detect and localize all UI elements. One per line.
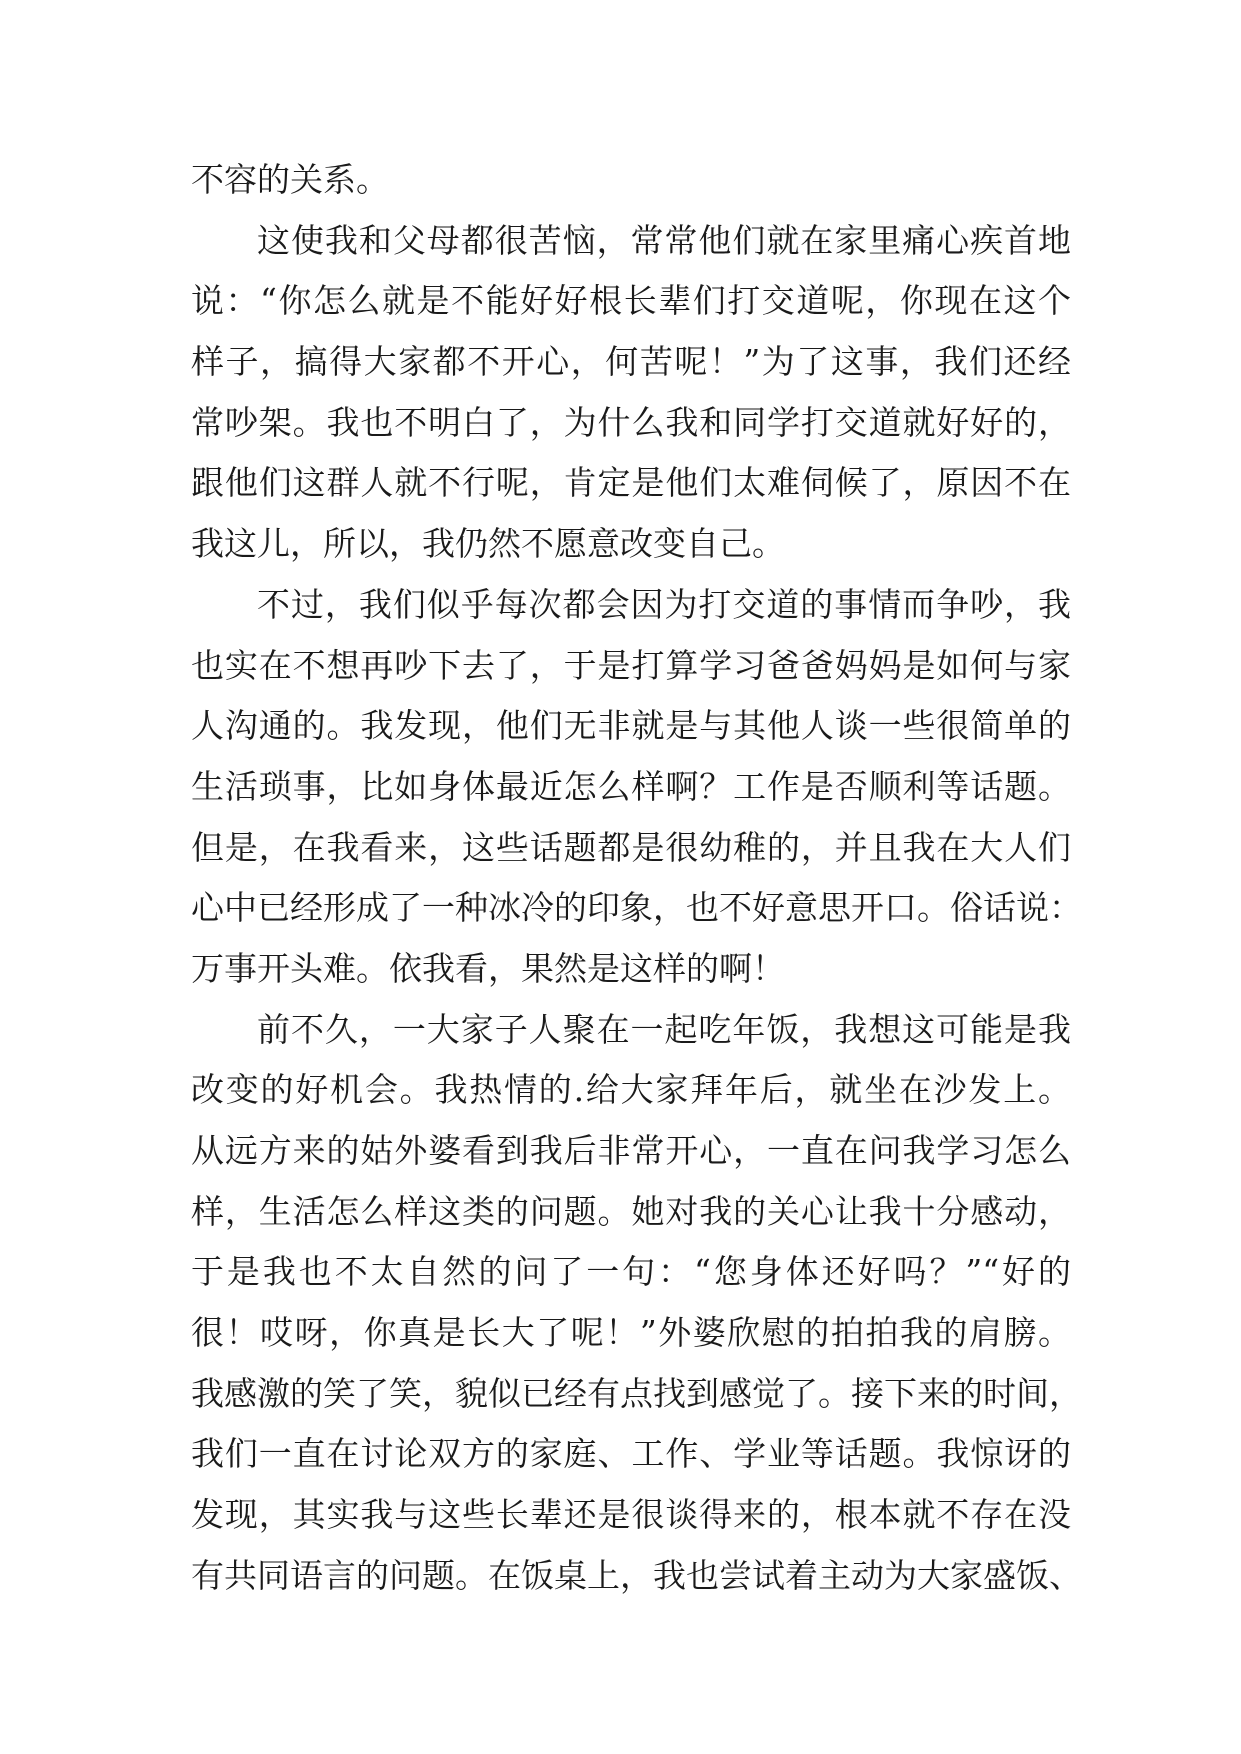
text-line: 也实在不想再吵下去了，于是打算学习爸爸妈妈是如何与家 — [191, 645, 1071, 685]
paragraph-first-line: 这使我和父母都很苦恼，常常他们就在家里痛心疾首地 — [257, 220, 1071, 260]
body-text — [191, 150, 1082, 1607]
text-line: 我感激的笑了笑，貌似已经有点找到感觉了。接下来的时间， — [191, 1373, 1082, 1413]
text-line: 跟他们这群人就不行呢，肯定是他们太难伺候了，原因不在 — [191, 463, 1071, 503]
text-line: 常吵架。我也不明白了，为什么我和同学打交道就好好的， — [191, 402, 1071, 442]
text-line: 改变的好机会。我热情的.给大家拜年后，就坐在沙发上。 — [191, 1070, 1071, 1110]
text-line: 有共同语言的问题。在饭桌上，我也尝试着主动为大家盛饭、 — [191, 1555, 1082, 1595]
text-line: 发现，其实我与这些长辈还是很谈得来的，根本就不存在没 — [191, 1495, 1071, 1535]
text-line: 万事开头难。依我看，果然是这样的啊！ — [191, 948, 785, 988]
text-line: 我们一直在讨论双方的家庭、工作、学业等话题。我惊讶的 — [191, 1434, 1071, 1474]
text-line: 心中已经形成了一种冰冷的印象，也不好意思开口。俗话说： — [191, 888, 1082, 928]
text-line: 说：“你怎么就是不能好好根长辈们打交道呢，你现在这个 — [191, 281, 1071, 321]
text-line: 人沟通的。我发现，他们无非就是与其他人谈一些很简单的 — [191, 706, 1071, 746]
text-line: 生活琐事，比如身体最近怎么样啊？工作是否顺利等话题。 — [191, 766, 1071, 806]
text-line: 很！哎呀，你真是长大了呢！”外婆欣慰的拍拍我的肩膀。 — [191, 1313, 1071, 1353]
text-line: 从远方来的姑外婆看到我后非常开心，一直在问我学习怎么 — [191, 1131, 1071, 1170]
text-line: 但是，在我看来，这些话题都是很幼稚的，并且我在大人们 — [191, 827, 1071, 867]
text-line: 样，生活怎么样这类的问题。她对我的关心让我十分感动， — [191, 1191, 1071, 1231]
text-line: 我这儿，所以，我仍然不愿意改变自己。 — [191, 524, 785, 564]
text-line: 样子，搞得大家都不开心，何苦呢！”为了这事，我们还经 — [191, 342, 1071, 382]
text-line: 于是我也不太自然的问了一句：“您身体还好吗？”“好的 — [191, 1252, 1071, 1292]
text-line: 不容的关系。 — [191, 160, 389, 199]
paragraph-first-line: 前不久，一大家子人聚在一起吃年饭，我想这可能是我 — [257, 1009, 1071, 1049]
paragraph-first-line: 不过，我们似乎每次都会因为打交道的事情而争吵，我 — [257, 584, 1071, 624]
